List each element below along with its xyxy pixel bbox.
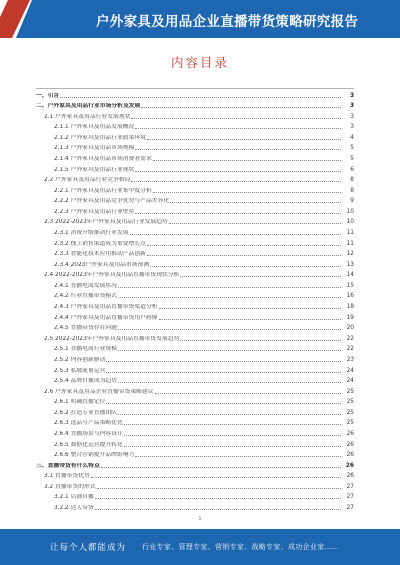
toc-entry-title: 2.1.4 户外家具及用品市场消费者需求: [54, 156, 152, 162]
toc-leader-dots: [118, 414, 341, 415]
toc-entry-title: 2.1.3 户外家具及用品市场规模: [54, 145, 135, 152]
toc-entry[interactable]: [36, 131, 354, 142]
toc-entry-page: 11: [346, 240, 354, 247]
toc-entry-page: 10: [346, 208, 354, 215]
toc-entry-page: 3: [349, 92, 354, 99]
toc-leader-dots: [106, 403, 341, 404]
toc-entry-title: 2.2.1 户外家具及用品行业集中度分析: [54, 187, 152, 194]
toc-entry-title: 2.4.1 直播电商发展状况: [54, 282, 117, 289]
toc-entry-title: 二、户外家具及用品行业市场分析及发展: [36, 103, 141, 110]
toc-entry-page: 22: [346, 346, 354, 353]
toc-entry[interactable]: [36, 480, 354, 491]
toc-leader-dots: [130, 234, 341, 235]
toc-leader-dots: [106, 361, 341, 362]
toc-entry-page: 22: [346, 335, 354, 342]
toc-leader-dots: [141, 107, 341, 108]
toc-entry-title: 2.6.5 数据化运营提升转化: [54, 441, 123, 448]
toc-leader-dots: [135, 149, 341, 150]
toc-leader-dots: [180, 276, 341, 277]
toc-entry-title: 2.3.2 线上销售渠道成为重要增长点: [54, 240, 146, 247]
toc-entry-title: 2.6.4 直播场景与内容设计: [54, 430, 123, 437]
toc-entry-page: 24: [346, 367, 354, 374]
toc-entry[interactable]: [36, 195, 354, 206]
footer-banner: [0, 529, 400, 565]
toc-entry-page: 13: [346, 261, 354, 268]
toc-entry-page: 26: [346, 452, 354, 459]
toc-entry[interactable]: [36, 174, 354, 185]
toc-leader-dots: [159, 319, 341, 320]
toc-entry-page: 3: [349, 103, 354, 110]
toc-leader-dots: [150, 266, 341, 267]
toc-entry[interactable]: [36, 163, 354, 174]
toc-entry-page: 16: [346, 293, 354, 300]
toc-entry-page: 25: [346, 420, 354, 427]
toc-leader-dots: [135, 171, 341, 172]
toc-entry-page: 18: [346, 304, 354, 311]
toc-entry-page: 10: [346, 219, 354, 226]
toc-entry-page: 11: [346, 230, 354, 237]
toc-leader-dots: [180, 340, 341, 341]
toc-entry-page: 26: [345, 462, 354, 469]
toc-entry[interactable]: [36, 248, 354, 259]
toc-entry-page: 5: [350, 156, 354, 162]
toc-entry[interactable]: [36, 100, 354, 111]
toc-entry-page: 26: [346, 441, 354, 448]
toc-leader-dots: [147, 139, 341, 140]
toc-leader-dots: [135, 128, 341, 129]
toc-leader-dots: [91, 477, 341, 478]
toc-entry[interactable]: [36, 279, 354, 290]
toc-entry-title: 2.3.4 2023户外家具及用品市场预测: [54, 261, 150, 268]
toc-leader-dots: [118, 350, 341, 351]
toc-entry-page: 6: [350, 166, 354, 173]
toc-entry-title: 2.1 户外家具及用品行业发展现状: [44, 113, 131, 120]
toc-leader-dots: [106, 372, 341, 373]
table-of-contents: [36, 89, 354, 512]
toc-entry[interactable]: [36, 332, 354, 343]
toc-entry-title: 2.5.3 私域流量运营: [54, 367, 106, 374]
toc-leader-dots: [155, 393, 341, 394]
toc-entry-page: 15: [346, 282, 354, 289]
toc-leader-dots: [169, 223, 341, 224]
toc-entry[interactable]: [36, 470, 354, 481]
toc-leader-dots: [101, 467, 341, 468]
toc-entry-title: 2.5 2022-2023年户外家具及用品直播带货发展趋势: [44, 335, 180, 342]
toc-entry-title: 2.1.2 户外家具及用品行业政策环境: [54, 134, 146, 141]
toc-leader-dots: [97, 488, 341, 489]
report-title: 户外家具及用品企业直播带货策略研究报告: [96, 14, 359, 30]
toc-entry-title: 2.4.4 户外家具及用品直播带货用户画像: [54, 314, 158, 321]
toc-leader-dots: [131, 118, 341, 119]
toc-entry[interactable]: [36, 216, 354, 227]
toc-entry-title: 3.2.2 达人带货: [54, 504, 94, 511]
footer-slogan: 让每个人都能成为: [50, 543, 127, 553]
toc-entry-page: 23: [346, 356, 354, 363]
toc-entry[interactable]: [36, 353, 354, 364]
toc-entry[interactable]: [36, 258, 354, 269]
toc-entry[interactable]: [36, 343, 354, 354]
toc-entry[interactable]: [36, 396, 354, 407]
toc-entry[interactable]: [36, 121, 354, 132]
toc-entry-title: 3.2 直播带货的形式: [44, 483, 96, 490]
toc-entry-title: 2.1.5 户外家具及用品行业现状: [54, 166, 135, 173]
toc-entry[interactable]: [36, 237, 354, 248]
toc-entry[interactable]: [36, 322, 354, 333]
toc-leader-dots: [95, 509, 341, 510]
toc-entry-title: 2.1.1 户外家具及用品发展概况: [54, 124, 135, 131]
toc-leader-dots: [135, 456, 341, 457]
toc-entry-title: 2.2.2 户外家具及用品竞争优势与产品差异化: [54, 198, 170, 205]
toc-entry[interactable]: [36, 269, 354, 280]
toc-entry-title: 2.4.5 直播带货存在问题: [54, 325, 117, 332]
toc-entry-title: 3.2.1 店铺自播: [54, 494, 94, 501]
toc-entry-title: 2.4 2022-2023年户外家具及用品直播带货现状分析: [44, 272, 180, 279]
toc-entry-page: 8: [350, 177, 354, 184]
toc-entry-page: 3: [350, 124, 354, 131]
toc-entry-title: 2.4.2 行业直播带货模式: [54, 293, 117, 300]
toc-leader-dots: [135, 213, 341, 214]
toc-entry[interactable]: [36, 110, 354, 121]
toc-leader-dots: [159, 308, 341, 309]
toc-entry-page: 5: [350, 145, 354, 152]
toc-entry-page: 27: [346, 483, 354, 490]
toc-entry-title: 三、直播带货有什么特点: [36, 462, 100, 469]
toc-entry[interactable]: [36, 364, 354, 375]
page-number: 1: [198, 516, 202, 522]
toc-entry-page: 3: [350, 113, 354, 120]
toc-leader-dots: [95, 498, 341, 499]
toc-entry[interactable]: [36, 459, 354, 470]
toc-leader-dots: [118, 287, 341, 288]
toc-entry-title: 2.6 户外家具及用品企业直播带货策略建议: [44, 388, 154, 395]
toc-entry-title: 2.5.1 直播电商行业规模: [54, 346, 117, 353]
toc-entry[interactable]: [36, 449, 354, 460]
toc-entry-page: 8: [350, 187, 354, 194]
toc-entry-title: 2.5.2 内容创新驱动: [54, 356, 106, 363]
toc-entry-page: 14: [346, 272, 354, 279]
toc-entry-title: 2.2.3 户外家具及用品行业壁垒: [54, 208, 135, 215]
toc-leader-dots: [153, 192, 341, 193]
toc-leader-dots: [124, 435, 341, 436]
toc-entry-title: 3.1 直播带货优势: [44, 473, 90, 480]
toc-entry-page: 25: [346, 388, 354, 395]
toc-entry-title: 2.6.6 整合营销提升品牌影响力: [54, 452, 135, 459]
toc-entry[interactable]: [36, 142, 354, 153]
toc-entry[interactable]: [36, 406, 354, 417]
toc-entry[interactable]: [36, 375, 354, 386]
toc-leader-dots: [118, 329, 341, 330]
toc-leader-dots: [124, 446, 341, 447]
toc-entry-title: 2.5.4 品牌自播成为趋势: [54, 378, 117, 385]
toc-entry-title: 2.4.3 户外家具及用品直播带货渠道分析: [54, 304, 158, 311]
toc-entry[interactable]: [36, 438, 354, 449]
toc-entry-page: 24: [346, 378, 354, 385]
toc-entry-page: 25: [346, 399, 354, 406]
toc-entry-page: 27: [346, 504, 354, 511]
toc-entry-page: 27: [346, 494, 354, 501]
toc-leader-dots: [153, 160, 341, 161]
toc-entry[interactable]: [36, 417, 354, 428]
header-banner: [0, 0, 400, 38]
toc-entry[interactable]: [36, 184, 354, 195]
toc-entry[interactable]: [36, 301, 354, 312]
toc-entry-title: 2.3.1 消费升级推动行业发展: [54, 230, 129, 237]
toc-entry-title: 2.3 2022-2023年户外家具及用品行业发展趋势: [44, 219, 168, 226]
toc-leader-dots: [147, 255, 341, 256]
toc-leader-dots: [60, 97, 341, 98]
toc-leader-dots: [118, 297, 341, 298]
toc-entry-title: 2.6.2 打造专业直播团队: [54, 409, 117, 416]
toc-leader-dots: [131, 181, 341, 182]
toc-entry-title: 一、引言: [36, 92, 60, 99]
toc-entry-title: 2.3.3 智能化技术应用推动产品创新: [54, 251, 146, 258]
toc-entry[interactable]: [36, 205, 354, 216]
toc-entry-page: 4: [350, 134, 354, 141]
toc-entry-title: 2.6.3 选品与产品策略优化: [54, 420, 123, 427]
toc-entry-page: 20: [346, 325, 354, 332]
toc-entry-title: 2.2 户外家具及用品行业竞争格局: [44, 177, 131, 184]
toc-entry[interactable]: [36, 290, 354, 301]
footer-roles: 行业专家、管理专家、营销专家、战略专家、成功企业家……: [142, 543, 340, 551]
toc-entry-page: 9: [350, 198, 354, 205]
toc-entry-page: 19: [346, 314, 354, 321]
toc-entry[interactable]: [36, 501, 354, 512]
toc-entry-page: 12: [346, 251, 354, 258]
toc-entry-page: 26: [346, 430, 354, 437]
toc-leader-dots: [118, 382, 341, 383]
toc-entry[interactable]: [36, 427, 354, 438]
toc-entry[interactable]: [36, 311, 354, 322]
toc-title: 内容目录: [170, 55, 229, 70]
toc-entry-title: 2.6.1 明确直播定位: [54, 399, 106, 406]
toc-entry[interactable]: [36, 89, 354, 100]
toc-leader-dots: [124, 424, 341, 425]
toc-entry-page: 25: [346, 409, 354, 416]
toc-entry[interactable]: [36, 226, 354, 237]
toc-leader-dots: [147, 245, 341, 246]
toc-entry[interactable]: [36, 385, 354, 396]
toc-entry[interactable]: [36, 491, 354, 502]
toc-entry-page: 26: [346, 473, 354, 480]
toc-entry[interactable]: [36, 152, 354, 163]
toc-leader-dots: [170, 202, 341, 203]
